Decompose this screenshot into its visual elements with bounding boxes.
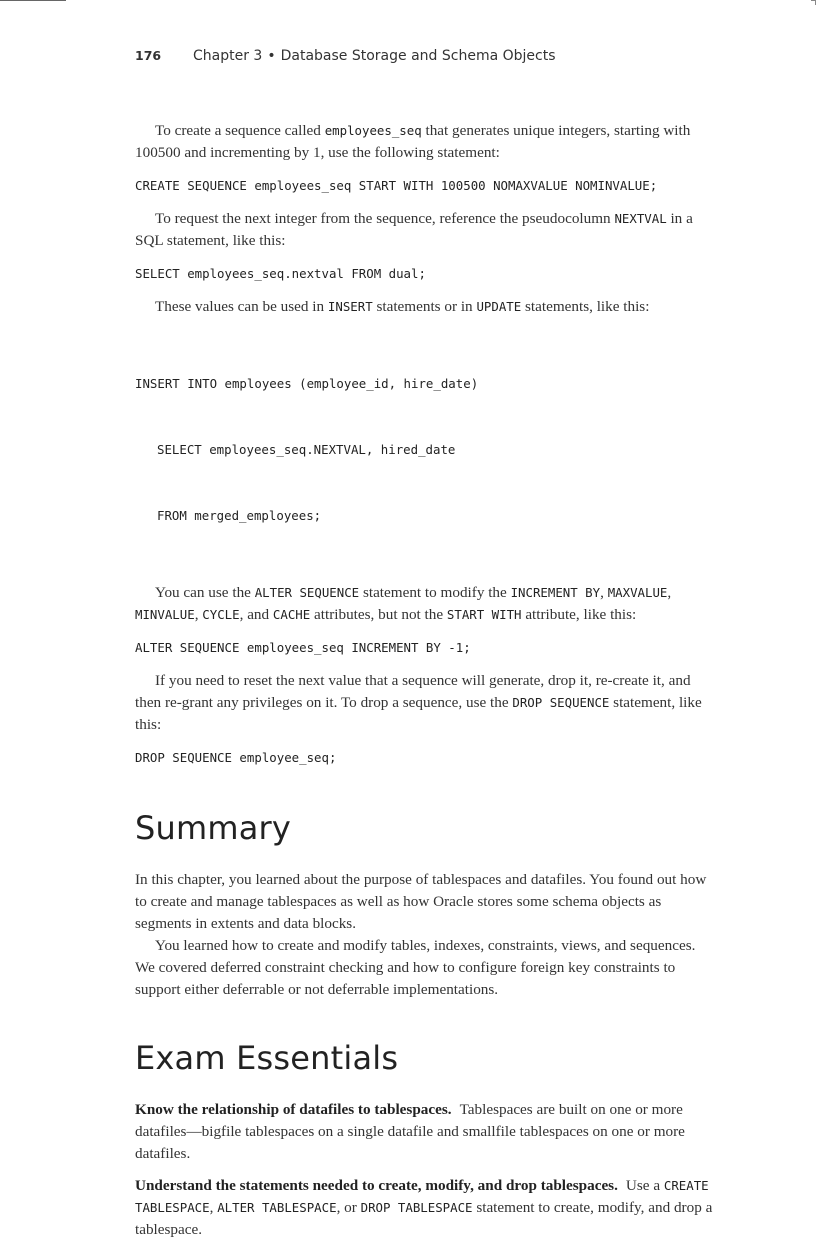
inline-code: START WITH xyxy=(446,607,522,622)
inline-code: employees_seq xyxy=(324,123,422,138)
summary-paragraph-2: You learned how to create and modify tables, indexes, constraints, views, and sequences. We covered deferred constraint checking and how to configure foreign key constraints to support either deferrable or not deferrable implementations. xyxy=(135,937,696,998)
code-line: SELECT employees_seq.NEXTVAL, hired_date xyxy=(157,442,456,457)
inline-code: ALTER SEQUENCE xyxy=(254,585,360,600)
essential-lead: Know the relationship of datafiles to tablespaces. xyxy=(135,1101,452,1118)
inline-code: DROP SEQUENCE xyxy=(512,695,610,710)
page-number: 176 xyxy=(135,48,162,63)
crop-mark-corner xyxy=(811,0,816,5)
header-separator: • xyxy=(267,48,276,64)
paragraph-drop-sequence: If you need to reset the next value that a sequence will generate, drop it, re-create it, and then re-grant any privileges on it. To drop a sequence, use the DROP SEQUENCE statement, like this: xyxy=(135,672,702,733)
page-content xyxy=(135,120,715,1251)
inline-code: NEXTVAL xyxy=(614,211,667,226)
inline-code: UPDATE xyxy=(476,299,522,314)
code-insert xyxy=(135,329,715,571)
essential-lead: Understand the statements needed to create, modify, and drop tablespaces. xyxy=(135,1177,618,1194)
inline-code: ALTER TABLESPACE xyxy=(217,1200,337,1215)
chapter-label: Chapter 3 xyxy=(193,48,263,64)
inline-code: INCREMENT BY xyxy=(510,585,601,600)
summary-heading: Summary xyxy=(135,809,292,847)
essential-item: Understand the statements needed to create, modify, and drop tablespaces. Use a CREATE TABLESPACE, ALTER TABLESPACE, or DROP TABLESPACE statement to create, modify, and drop a tablespace. xyxy=(135,1177,713,1238)
code-alter-sequence: ALTER SEQUENCE employees_seq INCREMENT BY -1; xyxy=(135,640,471,655)
inline-code: MINVALUE xyxy=(135,607,195,622)
code-drop-sequence: DROP SEQUENCE employee_seq; xyxy=(135,750,337,765)
paragraph-create-sequence: To create a sequence called employees_seq that generates unique integers, starting with 100500 and incrementing by 1, use the following statement: xyxy=(135,122,691,161)
inline-code: DROP TABLESPACE xyxy=(360,1200,473,1215)
code-select-nextval: SELECT employees_seq.nextval FROM dual; xyxy=(135,266,426,281)
exam-essentials-heading: Exam Essentials xyxy=(135,1039,399,1077)
inline-code: CREATE TABLESPACE xyxy=(135,1178,709,1215)
summary-paragraph-1: In this chapter, you learned about the purpose of tablespaces and datafiles. You found out how to create and manage tablespaces as well as how Oracle stores some schema objects as segments in extents and data blocks. xyxy=(135,871,707,932)
crop-mark-line xyxy=(0,0,66,1)
inline-code: INSERT xyxy=(327,299,373,314)
code-create-sequence: CREATE SEQUENCE employees_seq START WITH 100500 NOMAXVALUE NOMINVALUE; xyxy=(135,178,658,193)
running-header xyxy=(135,48,556,64)
inline-code: CACHE xyxy=(272,607,311,622)
inline-code: CYCLE xyxy=(202,607,240,622)
paragraph-alter-sequence: You can use the ALTER SEQUENCE statement to modify the INCREMENT BY, MAXVALUE, MINVALUE, CYCLE, and CACHE attributes, but not the START WITH attribute, like this: xyxy=(135,584,672,623)
code-line: FROM merged_employees; xyxy=(157,508,322,523)
paragraph-insert-update: These values can be used in INSERT statements or in UPDATE statements, like this: xyxy=(155,298,650,315)
essential-item: Know the relationship of datafiles to tablespaces. Tablespaces are built on one or more datafiles—bigfile tablespaces on a single datafile and smallfile tablespaces on one or more datafiles. xyxy=(135,1101,685,1162)
inline-code: MAXVALUE xyxy=(607,585,668,600)
code-line: INSERT INTO employees (employee_id, hire_date) xyxy=(135,376,479,391)
paragraph-nextval: To request the next integer from the sequence, reference the pseudocolumn NEXTVAL in a SQL statement, like this: xyxy=(135,210,693,249)
chapter-title: Database Storage and Schema Objects xyxy=(280,48,556,64)
